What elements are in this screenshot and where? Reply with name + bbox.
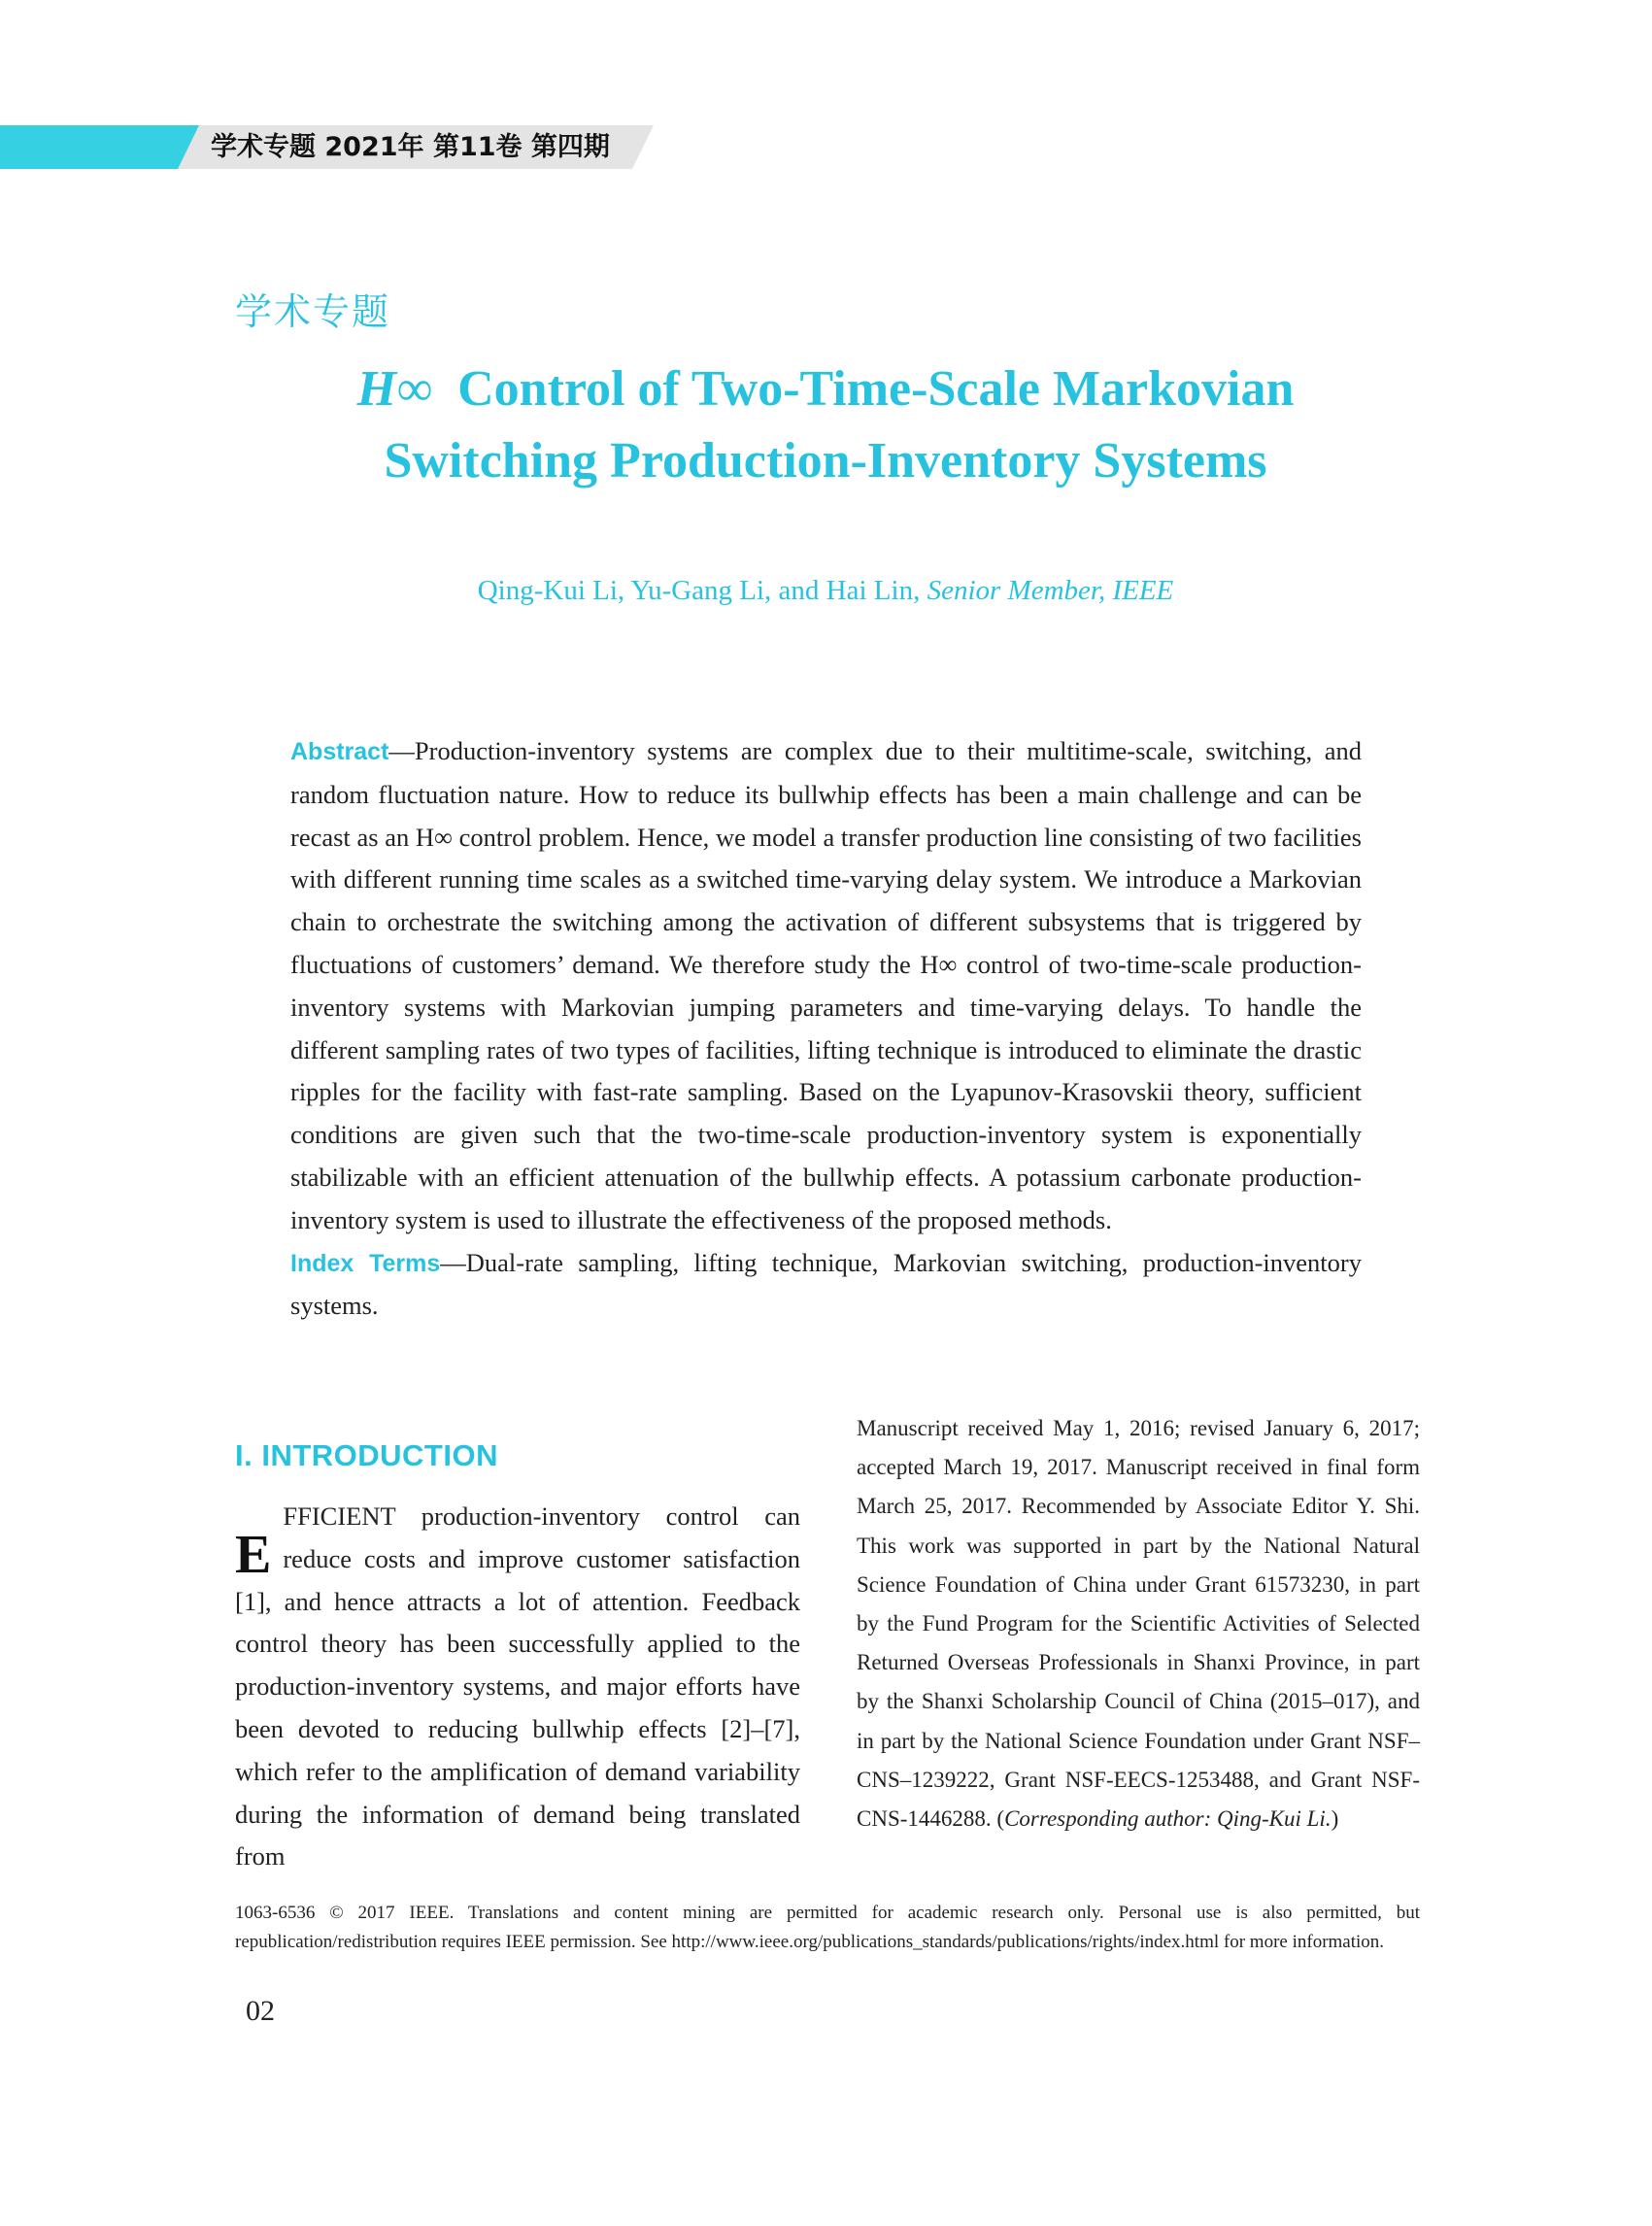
introduction-body: [235, 1496, 800, 1878]
author-line: [243, 575, 1408, 607]
abstract-label: Abstract: [290, 738, 389, 765]
corresponding-label: Corresponding author: [1004, 1806, 1204, 1832]
footnote-text: Manuscript received May 1, 2016; revised January 6, 2017; accepted March 19, 2017. Manuscript received in final form March 25, 2017. Recommended by Associate Editor Y. Shi. This work was supported in part by the National Natural Science Foundation of China under Grant 61573230, in part by the Fund Program for the Scientific Activities of Selected Returned Overseas Professionals in Shanxi Province, in part by the Shanxi Scholarship Council of China (2015–017), and in part by the National Science Foundation under Grant NSF–CNS–1239222, Grant NSF-EECS-1253488, and Grant NSF-CNS-1446288. (: [857, 1416, 1420, 1832]
index-terms-label: Index Terms: [290, 1249, 441, 1277]
drop-cap: E: [235, 1525, 272, 1585]
authors: Qing-Kui Li, Yu-Gang Li, and Hai Lin,: [477, 575, 921, 606]
introduction-heading: I. INTRODUCTION: [235, 1438, 498, 1472]
title-line2: Switching Production-Inventory Systems: [384, 433, 1267, 489]
manuscript-footnote: [857, 1409, 1420, 1838]
copyright-notice: 1063-6536 © 2017 IEEE. Translations and content mining are permitted for academic research only. Personal use is also permitted, but republication/redistribution requires IEEE permission. See http://www.ieee.org/publications_standards/publications/rights/index.html for more information.: [235, 1903, 1420, 1952]
section-label: 学术专题: [235, 290, 391, 333]
title-line1: Control of Two-Time-Scale Markovian: [457, 361, 1295, 417]
author-role: Senior Member, IEEE: [927, 575, 1174, 606]
introduction-text: FFICIENT production-inventory control can reduce costs and improve customer satisfaction [1], and hence attracts a lot of attention. Feedback control theory has been successfully applied to the production-inventory systems, and major efforts have been devoted to reducing bullwhip effects [2]–[7], which refer to the amplification of demand variability during the information of demand being translated from: [235, 1501, 800, 1872]
index-terms-text: —Dual-rate sampling, lifting technique, Markovian switching, production-inventory systems.: [290, 1247, 1362, 1321]
corresponding-name: : Qing-Kui Li.: [1203, 1806, 1332, 1832]
paper-title: [243, 354, 1408, 497]
header-accent-band: [0, 125, 199, 169]
abstract: [290, 730, 1362, 1328]
abstract-text: —Production-inventory systems are complex due to their multitime-scale, switching, and random fluctuation nature. How to reduce its bullwhip effects has been a main challenge and can be recast as an H∞ control problem. Hence, we model a transfer production line consisting of two facilities with different running time scales as a switched time-varying delay system. We introduce a Markovian chain to orchestrate the switching among the activation of different subsystems that is triggered by fluctuations of customers’ demand. We therefore study the H∞ control of two-time-scale production-inventory systems with Markovian jumping parameters and time-varying delays. To handle the different sampling rates of two types of facilities, lifting technique is introduced to eliminate the drastic ripples for the facility with fast-rate sampling. Based on the Lyapunov-Krasovskii theory, sufficient conditions are given such that the two-time-scale production-inventory system is exponentially stabilizable with an efficient attenuation of the bullwhip effects. A potassium carbonate production-inventory system is used to illustrate the effectiveness of the proposed methods.: [290, 736, 1362, 1234]
running-title: 学术专题 2021年 第11卷 第四期: [211, 132, 610, 162]
footnote-closing: ): [1331, 1806, 1339, 1832]
page-number: 02: [246, 1995, 275, 2027]
title-symbol: H∞: [356, 361, 433, 417]
